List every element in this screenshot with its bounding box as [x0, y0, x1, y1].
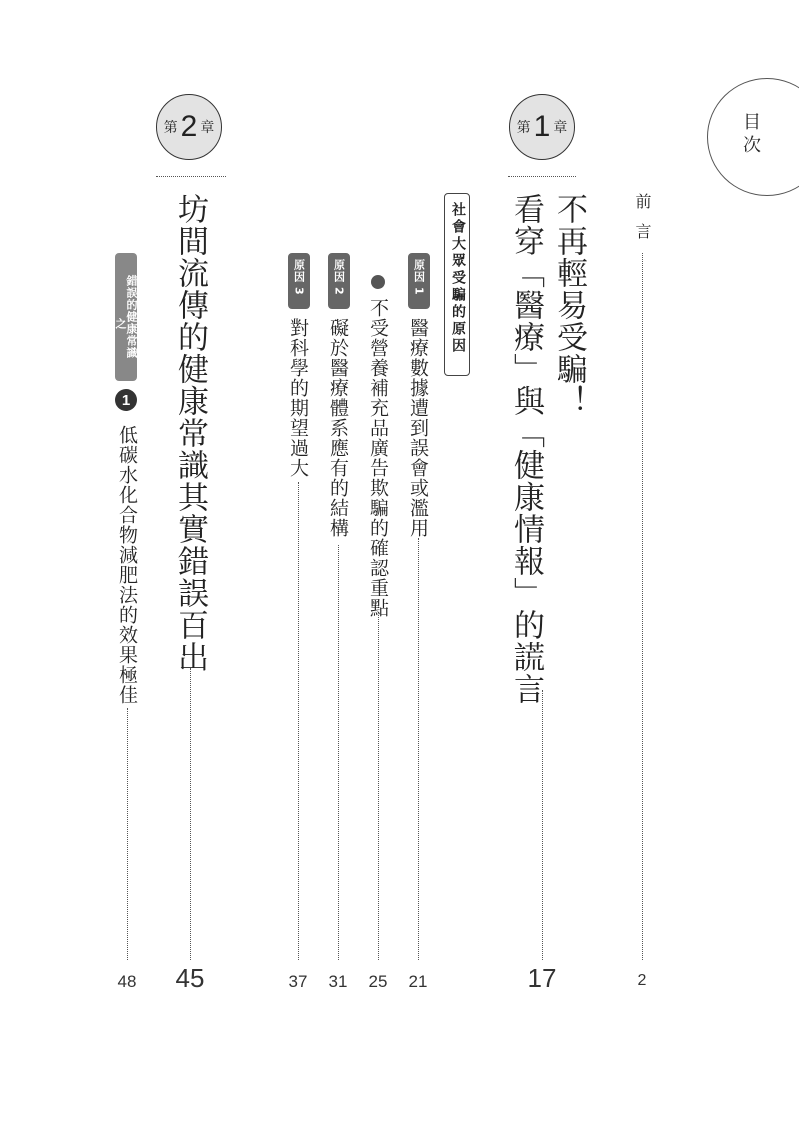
chapter1-leader: [542, 690, 543, 960]
misconception1-leader: [127, 708, 128, 960]
misconception-tag-label: 錯誤的健康常識: [125, 275, 138, 359]
chapter1-title-line1[interactable]: 不再輕易受騙！: [551, 193, 587, 417]
reason3-tag: [288, 253, 310, 309]
reason3-leader: [298, 482, 299, 960]
reason3-page: 37: [288, 972, 308, 991]
misconception1-page: 48: [117, 972, 137, 991]
preface-leader: [642, 253, 643, 960]
chapter2-leader: [190, 668, 191, 960]
reason2-tag: [328, 253, 350, 309]
misconception-tag-suffix: 之: [114, 318, 127, 330]
reason2-leader: [338, 545, 339, 960]
bullet-item-leader: [378, 615, 379, 960]
reason1-tag-number: 1: [412, 287, 426, 296]
toc-label-char-2: 次: [743, 135, 761, 156]
chapter2-divider: [156, 176, 226, 177]
chapter2-badge: [156, 94, 222, 160]
chapter2-number: 2: [180, 110, 198, 143]
reason1-tag-label: 原因: [412, 259, 426, 283]
reason2-tag-label: 原因: [332, 259, 346, 283]
preface-title[interactable]: 前言: [633, 193, 652, 253]
reason1-leader: [418, 538, 419, 960]
toc-label-char-1: 目: [743, 112, 761, 133]
reason3-tag-number: 3: [292, 287, 306, 296]
preface-page: 2: [637, 972, 647, 989]
reason2-page: 31: [328, 972, 348, 991]
chapter1-number: 1: [533, 110, 551, 143]
reason2-tag-number: 2: [332, 287, 346, 296]
chapter2-word-post: 章: [200, 120, 215, 136]
chapter1-word-pre: 第: [516, 120, 531, 136]
reason3-title[interactable]: 對科學的期望過大: [287, 318, 309, 478]
chapter1-title-line2[interactable]: 看穿「醫療」與「健康情報」的謊言: [508, 193, 544, 705]
chapter2-title[interactable]: 坊間流傳的健康常識其實錯誤百出: [172, 193, 208, 673]
bullet-item-page: 25: [368, 972, 388, 991]
reason1-title[interactable]: 醫療數據遭到誤會或濫用: [407, 318, 429, 538]
chapter1-section-box: 社會大眾受騙的原因: [444, 193, 470, 376]
chapter1-page: 17: [527, 963, 557, 993]
reason2-title[interactable]: 礙於醫療體系應有的結構: [327, 318, 349, 538]
chapter2-word-pre: 第: [163, 120, 178, 136]
bullet-icon: [371, 275, 385, 289]
chapter1-divider: [508, 176, 576, 177]
chapter1-word-post: 章: [553, 120, 568, 136]
chapter2-page: 45: [175, 963, 205, 993]
bullet-item-title[interactable]: 不受營養補充品廣告欺騙的確認重點: [367, 298, 389, 618]
reason3-tag-label: 原因: [292, 259, 306, 283]
misconception1-title[interactable]: 低碳水化合物減肥法的效果極佳: [116, 425, 138, 705]
reason1-page: 21: [408, 972, 428, 991]
misconception-number-badge: 1: [115, 389, 137, 411]
chapter1-badge: [509, 94, 575, 160]
reason1-tag: [408, 253, 430, 309]
misconception-tag: [115, 253, 137, 381]
